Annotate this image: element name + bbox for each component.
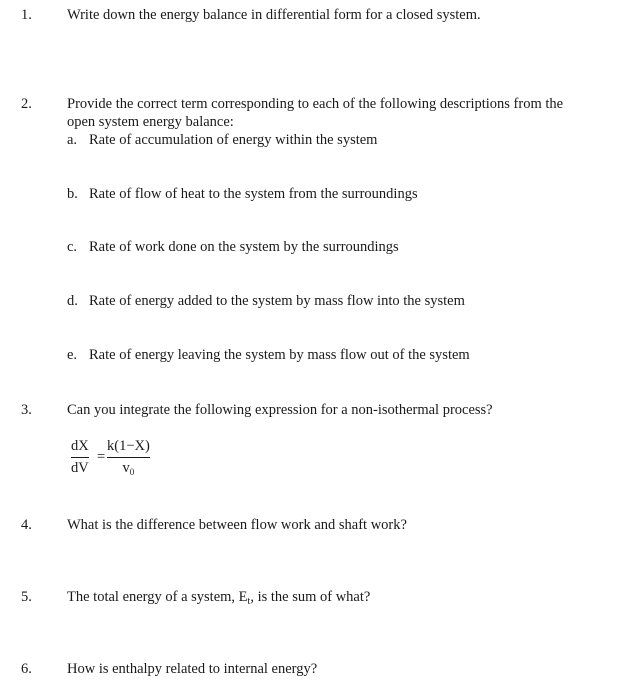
question-2-item-b bbox=[67, 185, 612, 203]
item-label: a. bbox=[67, 132, 78, 148]
lhs-numerator: dX bbox=[71, 438, 89, 454]
question-2-text-line1: Provide the correct term corresponding to each of the following descriptions from the bbox=[67, 96, 564, 112]
question-2-item-a bbox=[67, 131, 612, 149]
question-6-text: How is enthalpy related to internal energy? bbox=[67, 661, 318, 677]
lhs-fraction bbox=[71, 437, 89, 477]
question-2-item-d bbox=[67, 292, 612, 310]
question-6-number: 6. bbox=[21, 661, 32, 677]
fraction-bar bbox=[71, 457, 89, 458]
lhs-denominator: dV bbox=[71, 460, 89, 476]
question-5-number: 5. bbox=[21, 589, 32, 605]
question-5-text: The total energy of a system, $E_t$, is the sum of what? bbox=[67, 589, 371, 607]
question-3-text: Can you integrate the following expression for a non-isothermal process? bbox=[67, 402, 493, 418]
question-2-number: 2. bbox=[21, 96, 32, 112]
item-label: e. bbox=[67, 347, 78, 363]
item-label: b. bbox=[67, 186, 78, 202]
equals-sign: = bbox=[97, 449, 106, 465]
rhs-numerator: k(1−X) bbox=[107, 438, 150, 454]
question-1-text: Write down the energy balance in differential form for a closed system. bbox=[67, 7, 481, 23]
question-2-text-line2: open system energy balance: bbox=[67, 114, 234, 130]
question-2-item-e bbox=[67, 346, 612, 364]
question-2-item-c bbox=[67, 238, 612, 256]
item-text: Rate of energy added to the system by mass flow into the system bbox=[89, 293, 465, 309]
question-4-text: What is the difference between flow work and shaft work? bbox=[67, 517, 407, 533]
rhs-fraction bbox=[107, 437, 150, 481]
question-4-number: 4. bbox=[21, 517, 32, 533]
fraction-bar bbox=[107, 457, 150, 458]
question-3-number: 3. bbox=[21, 402, 32, 418]
item-text: Rate of accumulation of energy within the system bbox=[89, 132, 378, 148]
question-1-number: 1. bbox=[21, 7, 32, 23]
item-text: Rate of flow of heat to the system from the surroundings bbox=[89, 186, 418, 202]
item-text: Rate of work done on the system by the surroundings bbox=[89, 239, 399, 255]
item-text: Rate of energy leaving the system by mass flow out of the system bbox=[89, 347, 470, 363]
item-label: c. bbox=[67, 239, 78, 255]
rhs-denominator: $v_0$ bbox=[122, 460, 135, 477]
item-label: d. bbox=[67, 293, 78, 309]
